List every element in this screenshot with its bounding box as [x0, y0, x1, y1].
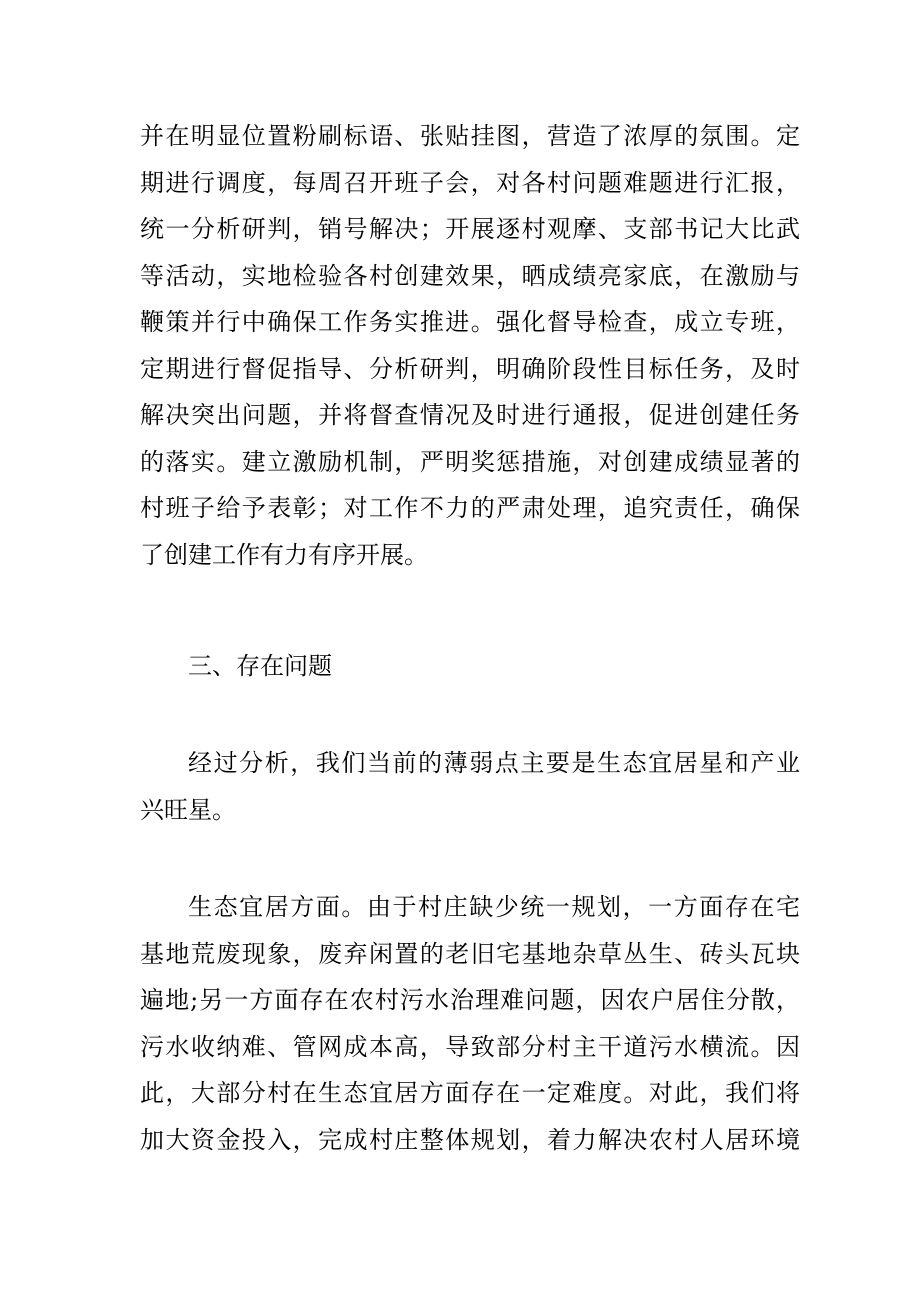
paragraph-line: 污水收纳难、管网成本高，导致部分村主干道污水横流。因	[140, 1032, 800, 1061]
section-heading-block	[140, 643, 800, 690]
paragraph-line: 解决突出问题，并将督查情况及时进行通报，促进创建任务	[140, 401, 800, 429]
paragraph-line: 加大资金投入，完成村庄整体规划，着力解决农村人居环境	[140, 1125, 800, 1154]
paragraph-line: 此，大部分村在生态宜居方面存在一定难度。对此，我们将	[140, 1079, 800, 1107]
section-heading: 三、存在问题	[188, 652, 332, 680]
paragraph-line: 遍地;另一方面存在农村污水治理难问题，因农户居住分散，	[140, 986, 800, 1014]
paragraph-analysis	[140, 740, 800, 833]
paragraph-line: 的落实。建立激励机制，严明奖惩措施，对创建成绩显著的	[140, 447, 800, 476]
paragraph-line: 等活动，实地检验各村创建效果，晒成绩亮家底，在激励与	[140, 261, 800, 290]
paragraph-line: 基地荒废现象，废弃闲置的老旧宅基地杂草丛生、砖头瓦块	[140, 939, 800, 968]
paragraph-ecological-living	[140, 884, 800, 1163]
paragraph-line: 生态宜居方面。由于村庄缺少统一规划，一方面存在宅	[188, 893, 800, 921]
paragraph-line: 期进行调度，每周召开班子会，对各村问题难题进行汇报，	[140, 168, 800, 197]
paragraph-line: 经过分析，我们当前的薄弱点主要是生态宜居星和产业	[188, 749, 800, 777]
paragraph-line: 定期进行督促指导、分析研判，明确阶段性目标任务，及时	[140, 354, 800, 383]
paragraph-work-measures	[140, 113, 800, 578]
paragraph-line: 统一分析研判，销号解决；开展逐村观摩、支部书记大比武	[140, 215, 800, 243]
paragraph-line: 兴旺星。	[140, 795, 236, 824]
paragraph-line: 鞭策并行中确保工作务实推进。强化督导检查，成立专班，	[140, 308, 800, 336]
paragraph-line: 了创建工作有力有序开展。	[140, 540, 428, 569]
paragraph-line: 并在明显位置粉刷标语、张贴挂图，营造了浓厚的氛围。定	[140, 122, 800, 150]
paragraph-line: 村班子给予表彰；对工作不力的严肃处理，追究责任，确保	[140, 494, 800, 522]
